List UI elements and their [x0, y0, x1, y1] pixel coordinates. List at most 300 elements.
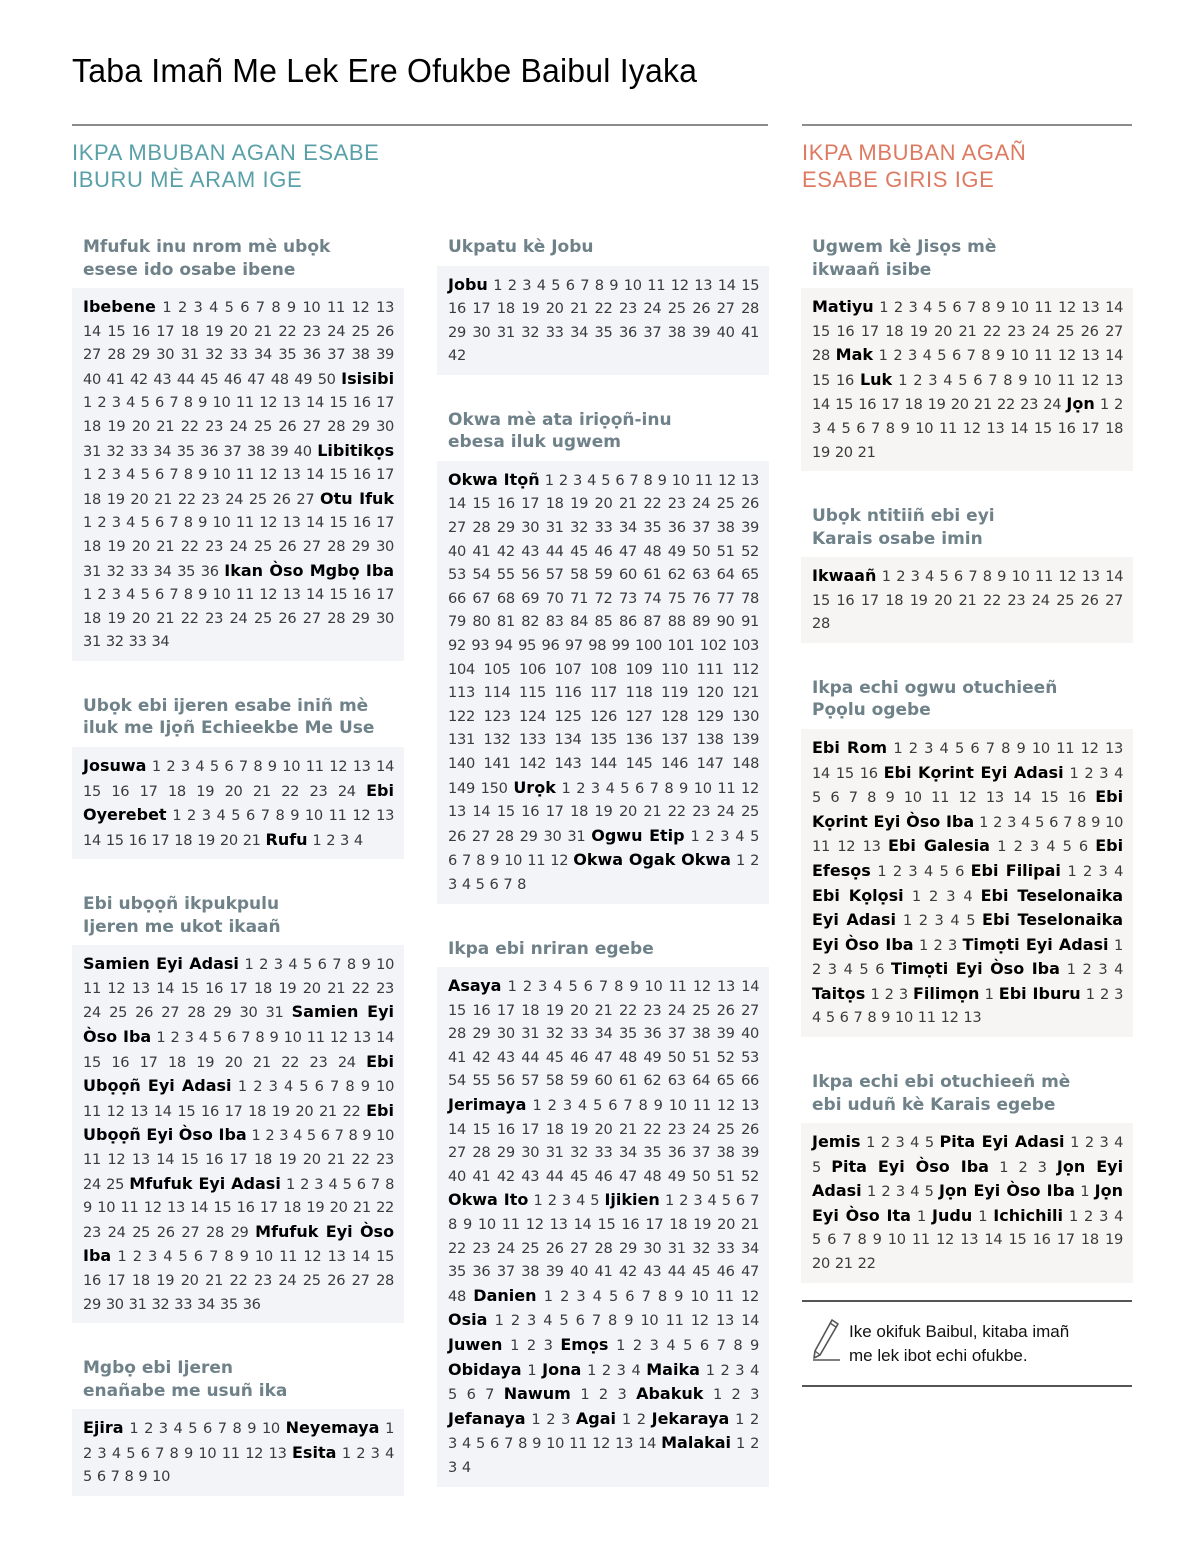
chapter-checkbox[interactable]: 7 — [988, 371, 998, 389]
chapter-checkbox[interactable]: 26 — [692, 300, 711, 318]
chapter-checkbox[interactable]: 16 — [836, 591, 855, 609]
chapter-checkbox[interactable]: 71 — [570, 589, 589, 607]
chapter-checkbox[interactable]: 10 — [304, 807, 323, 825]
chapter-checkbox[interactable]: 7 — [241, 1029, 251, 1047]
chapter-checkbox[interactable]: 38 — [351, 346, 370, 364]
chapter-checkbox[interactable]: 4 — [328, 1175, 338, 1193]
chapter-checkbox[interactable]: 13 — [716, 1312, 734, 1330]
chapter-checkbox[interactable]: 52 — [741, 1167, 760, 1185]
chapter-checkbox[interactable]: 3 — [908, 862, 918, 880]
chapter-checkbox[interactable]: 56 — [496, 1072, 515, 1090]
chapter-checkbox[interactable]: 67 — [472, 589, 491, 607]
chapter-checkbox[interactable]: 4 — [288, 956, 298, 974]
chapter-checkbox[interactable]: 3 — [193, 299, 203, 316]
chapter-checkbox[interactable]: 12 — [143, 1199, 162, 1217]
chapter-checkbox[interactable]: 3 — [924, 739, 934, 757]
chapter-checkbox[interactable]: 28 — [376, 1272, 395, 1289]
chapter-checkbox[interactable]: 31 — [83, 562, 101, 580]
chapter-checkbox[interactable]: 21 — [618, 1120, 637, 1138]
chapter-checkbox[interactable]: 5 — [212, 1029, 222, 1047]
chapter-checkbox[interactable]: 139 — [732, 731, 760, 749]
chapter-checkbox[interactable]: 27 — [471, 827, 490, 845]
chapter-checkbox[interactable]: 94 — [494, 637, 513, 655]
chapter-checkbox[interactable]: 9 — [462, 1216, 472, 1233]
chapter-checkbox[interactable]: 3 — [827, 961, 837, 979]
chapter-checkbox[interactable]: 25 — [109, 1004, 128, 1022]
chapter-checkbox[interactable]: 15 — [105, 831, 124, 849]
chapter-checkbox[interactable]: 49 — [667, 542, 686, 560]
chapter-checkbox[interactable]: 19 — [107, 609, 126, 627]
chapter-checkbox[interactable]: 15 — [213, 1199, 232, 1217]
chapter-checkbox[interactable]: 3 — [268, 1078, 278, 1096]
chapter-checkbox[interactable]: 11 — [235, 586, 254, 604]
chapter-checkbox[interactable]: 14 — [156, 1151, 175, 1169]
chapter-checkbox[interactable]: 27 — [1105, 322, 1124, 340]
chapter-checkbox[interactable]: 1 — [83, 514, 92, 532]
chapter-checkbox[interactable]: 13 — [960, 1231, 979, 1249]
chapter-checkbox[interactable]: 17 — [376, 586, 395, 604]
chapter-checkbox[interactable]: 27 — [1105, 591, 1124, 609]
chapter-checkbox[interactable]: 11 — [1034, 568, 1053, 586]
chapter-checkbox[interactable]: 4 — [631, 1361, 641, 1379]
chapter-checkbox[interactable]: 22 — [351, 979, 370, 997]
chapter-checkbox[interactable]: 3 — [910, 568, 920, 586]
chapter-checkbox[interactable]: 112 — [732, 660, 760, 678]
chapter-checkbox[interactable]: 15 — [177, 1102, 196, 1120]
chapter-checkbox[interactable]: 55 — [472, 1072, 491, 1090]
chapter-checkbox[interactable]: 10 — [152, 1468, 171, 1486]
chapter-checkbox[interactable]: 14 — [190, 1199, 209, 1217]
chapter-checkbox[interactable]: 30 — [376, 609, 395, 627]
chapter-checkbox[interactable]: 17 — [229, 1151, 248, 1169]
chapter-checkbox[interactable]: 16 — [521, 803, 540, 821]
chapter-checkbox[interactable]: 3 — [370, 1444, 380, 1462]
chapter-checkbox[interactable]: 4 — [963, 887, 973, 905]
chapter-checkbox[interactable]: 28 — [205, 1223, 224, 1241]
chapter-checkbox[interactable]: 33 — [128, 633, 147, 651]
chapter-checkbox[interactable]: 4 — [1114, 862, 1124, 880]
chapter-checkbox[interactable]: 2 — [812, 961, 821, 979]
chapter-checkbox[interactable]: 15 — [472, 495, 491, 513]
chapter-checkbox[interactable]: 38 — [246, 442, 265, 460]
chapter-checkbox[interactable]: 2 — [1114, 396, 1123, 414]
chapter-checkbox[interactable]: 16 — [131, 322, 150, 340]
chapter-checkbox[interactable]: 20 — [131, 417, 150, 435]
chapter-checkbox[interactable]: 4 — [1046, 838, 1056, 856]
chapter-checkbox[interactable]: 34 — [151, 633, 170, 651]
chapter-checkbox[interactable]: 23 — [472, 1239, 491, 1257]
chapter-checkbox[interactable]: 21 — [570, 300, 589, 318]
chapter-checkbox[interactable]: 29 — [213, 1004, 232, 1022]
chapter-checkbox[interactable]: 20 — [224, 782, 243, 800]
chapter-checkbox[interactable]: 40 — [741, 1025, 760, 1043]
chapter-checkbox[interactable]: 4 — [1021, 813, 1031, 831]
chapter-checkbox[interactable]: 3 — [895, 1134, 905, 1152]
chapter-checkbox[interactable]: 1 — [916, 1207, 926, 1225]
chapter-checkbox[interactable]: 5 — [812, 1231, 821, 1249]
chapter-checkbox[interactable]: 11 — [668, 978, 687, 996]
chapter-checkbox[interactable]: 18 — [669, 1216, 688, 1233]
chapter-checkbox[interactable]: 10 — [376, 1078, 395, 1096]
chapter-checkbox[interactable]: 5 — [209, 757, 219, 775]
chapter-checkbox[interactable]: 18 — [253, 979, 272, 997]
chapter-checkbox[interactable]: 7 — [649, 779, 659, 797]
chapter-checkbox[interactable]: 16 — [1032, 1231, 1051, 1249]
chapter-checkbox[interactable]: 2 — [522, 978, 532, 996]
chapter-checkbox[interactable]: 37 — [692, 519, 711, 537]
chapter-checkbox[interactable]: 14 — [1013, 789, 1032, 807]
chapter-checkbox[interactable]: 1 — [83, 586, 92, 604]
chapter-checkbox[interactable]: 32 — [151, 1295, 170, 1313]
chapter-checkbox[interactable]: 2 — [187, 807, 197, 825]
chapter-checkbox[interactable]: 6 — [951, 347, 961, 365]
chapter-checkbox[interactable]: 7 — [503, 875, 513, 893]
chapter-checkbox[interactable]: 59 — [594, 566, 613, 584]
chapter-checkbox[interactable]: 46 — [594, 1167, 613, 1185]
chapter-checkbox[interactable]: 22 — [342, 1102, 361, 1120]
chapter-checkbox[interactable]: 95 — [518, 637, 537, 655]
chapter-checkbox[interactable]: 17 — [860, 322, 879, 340]
chapter-checkbox[interactable]: 40 — [448, 542, 466, 560]
chapter-checkbox[interactable]: 4 — [939, 739, 949, 757]
chapter-checkbox[interactable]: 53 — [448, 566, 466, 584]
chapter-checkbox[interactable]: 2 — [177, 299, 187, 316]
chapter-checkbox[interactable]: 40 — [716, 323, 735, 341]
chapter-checkbox[interactable]: 58 — [545, 1072, 564, 1090]
chapter-checkbox[interactable]: 28 — [741, 300, 760, 318]
chapter-checkbox[interactable]: 12 — [1080, 739, 1099, 757]
chapter-checkbox[interactable]: 17 — [259, 1199, 278, 1217]
chapter-checkbox[interactable]: 5 — [476, 1435, 486, 1453]
chapter-checkbox[interactable]: 27 — [161, 1004, 180, 1022]
chapter-checkbox[interactable]: 17 — [1081, 419, 1100, 437]
chapter-checkbox[interactable]: 6 — [140, 1444, 150, 1462]
chapter-checkbox[interactable]: 16 — [858, 396, 877, 414]
chapter-checkbox[interactable]: 65 — [716, 1072, 735, 1090]
chapter-checkbox[interactable]: 39 — [741, 1144, 760, 1162]
chapter-checkbox[interactable]: 12 — [352, 807, 371, 825]
chapter-checkbox[interactable]: 30 — [643, 1239, 662, 1257]
chapter-checkbox[interactable]: 63 — [667, 1072, 686, 1090]
chapter-checkbox[interactable]: 1 — [129, 1420, 139, 1438]
chapter-checkbox[interactable]: 35 — [448, 1263, 466, 1281]
chapter-checkbox[interactable]: 14 — [306, 586, 324, 604]
chapter-checkbox[interactable]: 2 — [144, 1420, 154, 1438]
chapter-checkbox[interactable]: 27 — [448, 519, 466, 537]
chapter-checkbox[interactable]: 30 — [376, 537, 395, 555]
chapter-checkbox[interactable]: 2 — [97, 586, 107, 604]
chapter-checkbox[interactable]: 48 — [618, 1048, 637, 1066]
chapter-checkbox[interactable]: 31 — [83, 633, 101, 651]
chapter-checkbox[interactable]: 12 — [259, 514, 278, 532]
chapter-checkbox[interactable]: 84 — [570, 613, 589, 631]
chapter-checkbox[interactable]: 23 — [1007, 591, 1026, 609]
chapter-checkbox[interactable]: 9 — [290, 807, 300, 825]
chapter-checkbox[interactable]: 17 — [645, 1216, 664, 1233]
chapter-checkbox[interactable]: 1 — [151, 757, 161, 775]
chapter-checkbox[interactable]: 16 — [205, 1151, 224, 1169]
chapter-checkbox[interactable]: 28 — [327, 417, 346, 435]
chapter-checkbox[interactable]: 10 — [915, 419, 934, 437]
chapter-checkbox[interactable]: 9 — [247, 1420, 257, 1438]
chapter-checkbox[interactable]: 1 — [1070, 1134, 1080, 1152]
chapter-checkbox[interactable]: 7 — [750, 1192, 760, 1210]
chapter-checkbox[interactable]: 111 — [696, 660, 724, 678]
chapter-checkbox[interactable]: 29 — [519, 827, 538, 845]
chapter-checkbox[interactable]: 5 — [559, 1312, 569, 1330]
chapter-checkbox[interactable]: 1 — [285, 1175, 295, 1193]
chapter-checkbox[interactable]: 38 — [521, 1263, 540, 1281]
chapter-checkbox[interactable]: 59 — [570, 1072, 589, 1090]
chapter-checkbox[interactable]: 23 — [1020, 396, 1039, 414]
chapter-checkbox[interactable]: 20 — [934, 322, 953, 340]
chapter-checkbox[interactable]: 131 — [448, 731, 475, 749]
chapter-checkbox[interactable]: 16 — [352, 394, 371, 412]
chapter-checkbox[interactable]: 48 — [270, 370, 289, 388]
chapter-checkbox[interactable]: 5 — [178, 1248, 188, 1266]
chapter-checkbox[interactable]: 15 — [180, 979, 199, 997]
chapter-checkbox[interactable]: 23 — [667, 1120, 686, 1138]
chapter-checkbox[interactable]: 12 — [670, 276, 689, 294]
chapter-checkbox[interactable]: 12 — [1081, 371, 1100, 389]
chapter-checkbox[interactable]: 11 — [235, 394, 254, 412]
chapter-checkbox[interactable]: 66 — [741, 1072, 760, 1090]
chapter-checkbox[interactable]: 19 — [271, 1102, 290, 1120]
chapter-checkbox[interactable]: 16 — [836, 322, 855, 340]
chapter-checkbox[interactable]: 2 — [1084, 764, 1094, 782]
chapter-checkbox[interactable]: 11 — [647, 276, 666, 294]
chapter-checkbox[interactable]: 2 — [679, 1192, 689, 1210]
chapter-checkbox[interactable]: 37 — [692, 1144, 711, 1162]
chapter-checkbox[interactable]: 2 — [1082, 961, 1092, 979]
chapter-checkbox[interactable]: 29 — [131, 346, 150, 364]
chapter-checkbox[interactable]: 2 — [507, 276, 517, 294]
chapter-checkbox[interactable]: 36 — [667, 519, 686, 537]
chapter-checkbox[interactable]: 22 — [594, 300, 613, 318]
chapter-checkbox[interactable]: 114 — [483, 684, 511, 702]
chapter-checkbox[interactable]: 76 — [692, 589, 711, 607]
chapter-checkbox[interactable]: 2 — [731, 1386, 741, 1404]
chapter-checkbox[interactable]: 19 — [570, 1120, 589, 1138]
chapter-checkbox[interactable]: 5 — [937, 347, 947, 365]
chapter-checkbox[interactable]: 13 — [615, 1435, 634, 1453]
chapter-checkbox[interactable]: 8 — [518, 1435, 528, 1453]
chapter-checkbox[interactable]: 19 — [106, 490, 125, 508]
chapter-checkbox[interactable]: 9 — [198, 466, 208, 484]
chapter-checkbox[interactable]: 13 — [694, 276, 713, 294]
chapter-checkbox[interactable]: 2 — [326, 831, 336, 849]
chapter-checkbox[interactable]: 22 — [180, 609, 199, 627]
chapter-checkbox[interactable]: 39 — [692, 323, 711, 341]
chapter-checkbox[interactable]: 11 — [692, 1097, 711, 1115]
chapter-checkbox[interactable]: 136 — [625, 731, 653, 749]
chapter-checkbox[interactable]: 1 — [244, 956, 254, 974]
chapter-checkbox[interactable]: 13 — [282, 394, 301, 412]
chapter-checkbox[interactable]: 6 — [154, 466, 164, 484]
chapter-checkbox[interactable]: 48 — [448, 1287, 466, 1305]
chapter-checkbox[interactable]: 21 — [242, 831, 261, 849]
chapter-checkbox[interactable]: 22 — [177, 490, 196, 508]
chapter-checkbox[interactable]: 18 — [83, 537, 101, 555]
chapter-checkbox[interactable]: 64 — [692, 1072, 711, 1090]
chapter-checkbox[interactable]: 2 — [896, 568, 906, 586]
chapter-checkbox[interactable]: 18 — [180, 322, 199, 340]
chapter-checkbox[interactable]: 1 — [1114, 936, 1124, 954]
chapter-checkbox[interactable]: 16 — [352, 466, 371, 484]
chapter-checkbox[interactable]: 17 — [151, 831, 170, 849]
chapter-checkbox[interactable]: 9 — [267, 757, 277, 775]
chapter-checkbox[interactable]: 51 — [716, 1167, 735, 1185]
chapter-checkbox[interactable]: 4 — [592, 1287, 602, 1305]
chapter-checkbox[interactable]: 1 — [712, 1386, 722, 1404]
chapter-checkbox[interactable]: 17 — [229, 979, 248, 997]
chapter-checkbox[interactable]: 11 — [911, 1231, 930, 1249]
chapter-checkbox[interactable]: 1 — [1067, 862, 1077, 880]
chapter-checkbox[interactable]: 26 — [278, 609, 297, 627]
chapter-checkbox[interactable]: 2 — [893, 299, 903, 316]
chapter-checkbox[interactable]: 17 — [376, 514, 395, 532]
chapter-checkbox[interactable]: 16 — [111, 1053, 130, 1071]
chapter-checkbox[interactable]: 11 — [306, 1029, 325, 1047]
chapter-checkbox[interactable]: 3 — [1007, 813, 1017, 831]
chapter-checkbox[interactable]: 1 — [117, 1248, 127, 1266]
chapter-checkbox[interactable]: 10 — [623, 276, 642, 294]
chapter-checkbox[interactable]: 28 — [472, 1144, 491, 1162]
chapter-checkbox[interactable]: 41 — [594, 1263, 613, 1281]
chapter-checkbox[interactable]: 15 — [835, 764, 854, 782]
chapter-checkbox[interactable]: 33 — [594, 519, 613, 537]
chapter-checkbox[interactable]: 24 — [1031, 591, 1050, 609]
chapter-checkbox[interactable]: 14 — [351, 1248, 370, 1266]
chapter-checkbox[interactable]: 17 — [521, 1120, 540, 1138]
chapter-checkbox[interactable]: 4 — [536, 276, 546, 294]
chapter-checkbox[interactable]: 6 — [970, 739, 980, 757]
chapter-checkbox[interactable]: 3 — [111, 466, 121, 484]
chapter-checkbox[interactable]: 27 — [716, 300, 735, 318]
chapter-checkbox[interactable]: 2 — [97, 466, 107, 484]
chapter-checkbox[interactable]: 8 — [183, 466, 193, 484]
chapter-checkbox[interactable]: 8 — [981, 347, 991, 365]
chapter-checkbox[interactable]: 2 — [560, 1287, 570, 1305]
chapter-checkbox[interactable]: 4 — [216, 807, 226, 825]
chapter-checkbox[interactable]: 22 — [180, 417, 199, 435]
chapter-checkbox[interactable]: 7 — [623, 1097, 633, 1115]
chapter-checkbox[interactable]: 26 — [1080, 591, 1099, 609]
chapter-checkbox[interactable]: 9 — [1018, 371, 1028, 389]
chapter-checkbox[interactable]: 12 — [245, 1444, 264, 1462]
chapter-checkbox[interactable]: 2 — [265, 1127, 275, 1145]
chapter-checkbox[interactable]: 12 — [259, 466, 278, 484]
chapter-checkbox[interactable]: 4 — [707, 1192, 717, 1210]
chapter-checkbox[interactable]: 1 — [544, 471, 554, 489]
chapter-checkbox[interactable]: 6 — [224, 757, 234, 775]
chapter-checkbox[interactable]: 10 — [261, 1420, 280, 1438]
chapter-checkbox[interactable]: 26 — [278, 537, 297, 555]
chapter-checkbox[interactable]: 45 — [545, 1048, 564, 1066]
chapter-checkbox[interactable]: 13 — [131, 979, 150, 997]
chapter-checkbox[interactable]: 11 — [1057, 371, 1076, 389]
chapter-checkbox[interactable]: 40 — [448, 1167, 466, 1185]
chapter-checkbox[interactable]: 42 — [496, 1167, 515, 1185]
chapter-checkbox[interactable]: 20 — [131, 537, 150, 555]
chapter-checkbox[interactable]: 34 — [153, 562, 172, 580]
chapter-checkbox[interactable]: 10 — [283, 1029, 302, 1047]
chapter-checkbox[interactable]: 15 — [496, 803, 515, 821]
chapter-checkbox[interactable]: 20 — [295, 1102, 314, 1120]
chapter-checkbox[interactable]: 17 — [860, 591, 879, 609]
chapter-checkbox[interactable]: 3 — [184, 1029, 194, 1047]
chapter-checkbox[interactable]: 6 — [830, 789, 840, 807]
chapter-checkbox[interactable]: 132 — [483, 731, 511, 749]
chapter-checkbox[interactable]: 1 — [867, 1183, 877, 1201]
chapter-checkbox[interactable]: 20 — [950, 396, 969, 414]
chapter-checkbox[interactable]: 1 — [1099, 396, 1109, 414]
chapter-checkbox[interactable]: 4 — [385, 1444, 395, 1462]
chapter-checkbox[interactable]: 1 — [997, 838, 1007, 856]
chapter-checkbox[interactable]: 2 — [880, 1134, 890, 1152]
chapter-checkbox[interactable]: 8 — [664, 779, 674, 797]
chapter-checkbox[interactable]: 1 — [705, 1361, 715, 1379]
chapter-checkbox[interactable]: 7 — [169, 394, 179, 412]
chapter-checkbox[interactable]: 122 — [448, 707, 475, 725]
chapter-checkbox[interactable]: 35 — [278, 346, 297, 364]
chapter-checkbox[interactable]: 4 — [209, 299, 219, 316]
chapter-checkbox[interactable]: 20 — [812, 1255, 830, 1273]
chapter-checkbox[interactable]: 16 — [1057, 419, 1076, 437]
chapter-checkbox[interactable]: 23 — [618, 300, 637, 318]
chapter-checkbox[interactable]: 47 — [594, 1048, 613, 1066]
chapter-checkbox[interactable]: 7 — [330, 1078, 340, 1096]
chapter-checkbox[interactable]: 6 — [314, 1078, 324, 1096]
chapter-checkbox[interactable]: 3 — [590, 779, 600, 797]
chapter-checkbox[interactable]: 2 — [884, 985, 894, 1003]
chapter-checkbox[interactable]: 19 — [107, 417, 126, 435]
chapter-checkbox[interactable]: 5 — [126, 1444, 136, 1462]
chapter-checkbox[interactable]: 48 — [643, 1167, 662, 1185]
chapter-checkbox[interactable]: 8 — [183, 586, 193, 604]
chapter-checkbox[interactable]: 8 — [614, 978, 624, 996]
chapter-checkbox[interactable]: 12 — [592, 1435, 611, 1453]
chapter-checkbox[interactable]: 2 — [881, 1183, 891, 1201]
chapter-checkbox[interactable]: 6 — [735, 1192, 745, 1210]
chapter-checkbox[interactable]: 26 — [1080, 322, 1099, 340]
chapter-checkbox[interactable]: 19 — [196, 782, 215, 800]
chapter-checkbox[interactable]: 46 — [223, 370, 242, 388]
chapter-checkbox[interactable]: 10 — [668, 1097, 687, 1115]
chapter-checkbox[interactable]: 61 — [643, 566, 662, 584]
chapter-checkbox[interactable]: 22 — [376, 1199, 395, 1217]
chapter-checkbox[interactable]: 1 — [172, 807, 182, 825]
chapter-checkbox[interactable]: 6 — [634, 779, 644, 797]
chapter-checkbox[interactable]: 22 — [278, 322, 297, 340]
chapter-checkbox[interactable]: 18 — [545, 495, 564, 513]
chapter-checkbox[interactable]: 9 — [138, 1468, 148, 1486]
chapter-checkbox[interactable]: 10 — [376, 1127, 395, 1145]
chapter-checkbox[interactable]: 109 — [625, 660, 653, 678]
chapter-checkbox[interactable]: 2 — [558, 471, 568, 489]
chapter-checkbox[interactable]: 7 — [260, 807, 270, 825]
chapter-checkbox[interactable]: 5 — [224, 299, 234, 316]
chapter-checkbox[interactable]: 15 — [472, 1120, 491, 1138]
chapter-checkbox[interactable]: 26 — [278, 417, 297, 435]
chapter-checkbox[interactable]: 9 — [885, 789, 895, 807]
chapter-checkbox[interactable]: 11 — [812, 838, 830, 856]
chapter-checkbox[interactable]: 75 — [667, 589, 686, 607]
chapter-checkbox[interactable]: 8 — [348, 1127, 358, 1145]
chapter-checkbox[interactable]: 27 — [296, 490, 315, 508]
chapter-checkbox[interactable]: 4 — [461, 875, 471, 893]
chapter-checkbox[interactable]: 3 — [148, 1248, 157, 1266]
